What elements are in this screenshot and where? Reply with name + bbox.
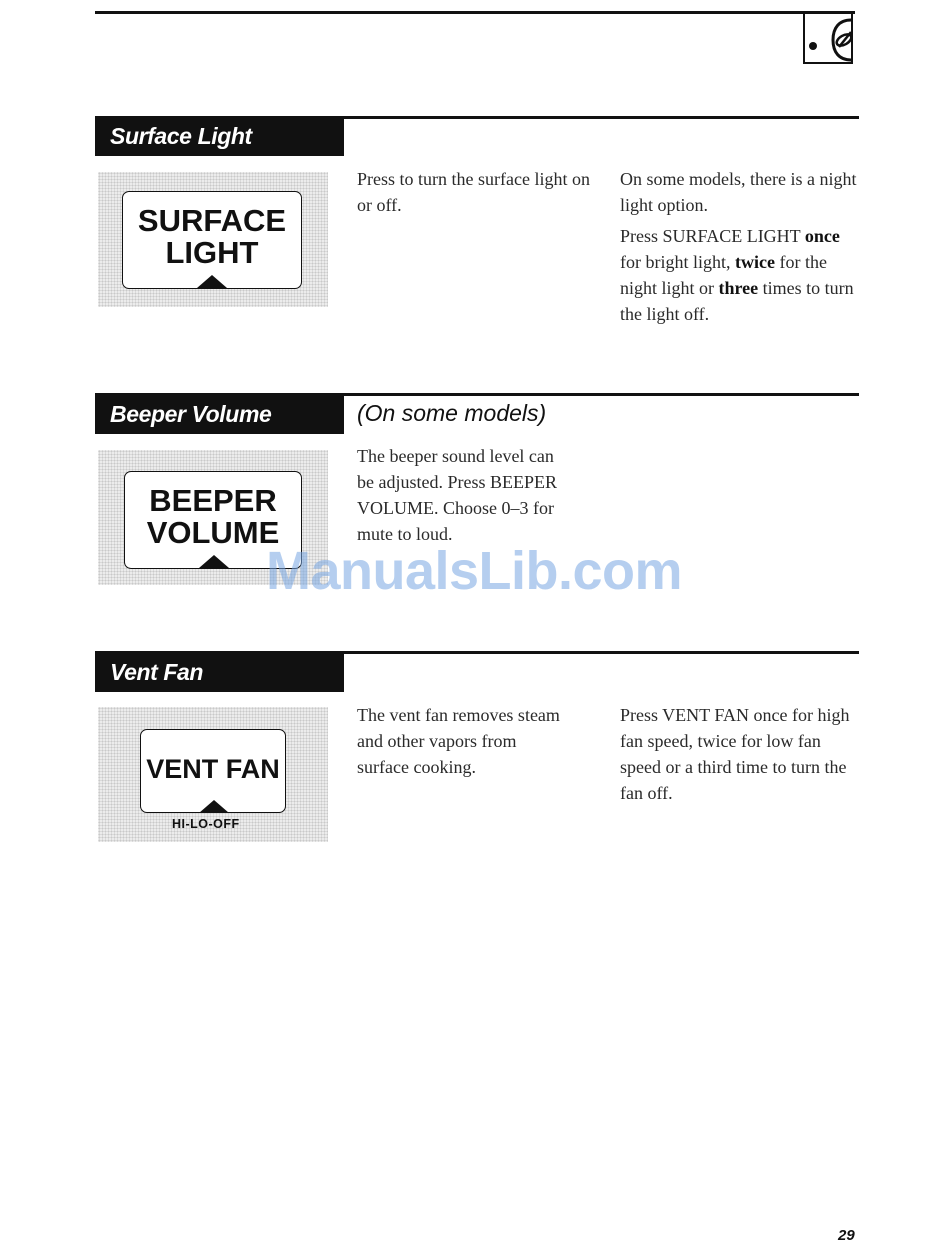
indicator-triangle-icon <box>199 555 229 568</box>
surface-light-instructions <box>620 223 860 327</box>
surface-light-key <box>122 191 302 289</box>
night-light-text: On some models, there is a night light option. <box>620 169 857 215</box>
vent-fan-description <box>357 702 572 780</box>
bullet-dot <box>809 42 817 50</box>
key-caption: HI-LO-OFF <box>172 817 240 831</box>
control-panel-illustration <box>98 707 328 842</box>
section-heading-beeper-volume: Beeper Volume <box>95 395 344 434</box>
indicator-triangle-icon <box>197 275 227 288</box>
beeper-volume-description <box>357 443 572 547</box>
instr-text: for bright light, <box>620 252 735 272</box>
vent-fan-text: The vent fan removes steam and other vapors from surface cooking. <box>357 705 560 777</box>
instr-text: times to turn the light off. <box>620 278 854 324</box>
cooktop-knob-icon <box>829 14 853 62</box>
section-subheading: (On some models) <box>357 400 547 426</box>
corner-tab <box>803 14 853 64</box>
key-label-line1: BEEPER <box>149 483 277 518</box>
indicator-triangle-icon <box>199 800 229 813</box>
instr-twice: twice <box>735 252 775 272</box>
beeper-volume-text: The beeper sound level can be adjusted. Press BEEPER VOLUME. Choose 0–3 for mute to loud. <box>357 446 557 544</box>
vent-fan-instructions: Press VENT FAN once for high fan speed, twice for low fan speed or a third time to turn the fan off. <box>620 705 850 803</box>
section-heading-surface-light: Surface Light <box>95 117 344 156</box>
watermark: ManualsLib.com <box>266 541 683 601</box>
key-label: VENT FAN <box>146 754 280 784</box>
section-heading-vent-fan: Vent Fan <box>95 653 344 692</box>
instr-three: three <box>718 278 759 298</box>
surface-light-text: Press to turn the surface light on or off. <box>357 169 590 215</box>
instr-text: Press SURFACE LIGHT <box>620 226 805 246</box>
surface-light-details <box>620 166 860 327</box>
vent-fan-key <box>140 729 286 813</box>
key-label-line2: LIGHT <box>165 235 259 270</box>
instr-text: for the night light or <box>620 252 827 298</box>
instr-once: once <box>804 226 840 246</box>
vent-fan-details <box>620 702 855 806</box>
key-label-line2: VOLUME <box>146 515 280 550</box>
top-rule <box>95 11 855 14</box>
key-label-line1: SURFACE <box>137 203 287 238</box>
control-panel-illustration <box>98 172 328 307</box>
page-number: 29 <box>838 1227 855 1244</box>
surface-light-description <box>357 166 602 218</box>
